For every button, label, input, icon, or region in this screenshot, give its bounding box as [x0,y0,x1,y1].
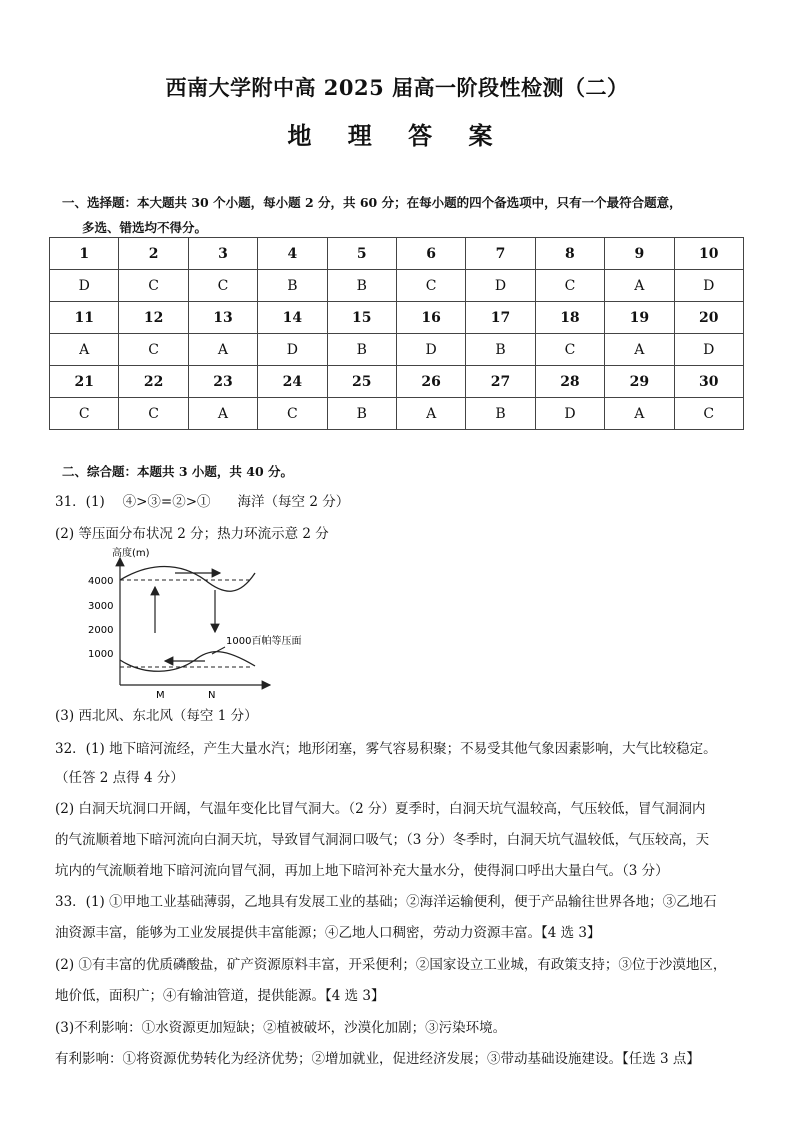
question-number-cell: 22 [119,366,188,398]
question-number-cell: 15 [327,302,396,334]
q33-part2-line1: (2) ①有丰富的优质磷酸盐，矿产资源原料丰富，开采便利；②国家设立工业城，有政策支持；③位于沙漠地区， [55,957,727,973]
answer-cell: A [188,334,257,366]
section1-instructions [62,190,762,240]
answer-cell: B [466,334,535,366]
answer-table [49,237,744,430]
answer-cell: A [50,334,119,366]
question-number-row [50,366,744,398]
question-number-row [50,238,744,270]
q31-part3: (3) 西北风、东北风（每空 1 分） [55,708,258,724]
answer-cell: A [605,398,674,430]
q33-part1-line1: 33．(1) ①甲地工业基础薄弱，乙地具有发展工业的基础；②海洋运输便利，便于产品输往世界各地；③乙地石 [55,894,717,910]
answer-row [50,398,744,430]
answer-cell: C [119,334,188,366]
question-number-cell: 24 [258,366,327,398]
answer-row [50,270,744,302]
answer-cell: C [119,270,188,302]
answer-cell: C [188,270,257,302]
answer-cell: D [535,398,604,430]
question-number-cell: 26 [396,366,465,398]
question-number-cell: 14 [258,302,327,334]
q33-part3-line2: 有利影响：①将资源优势转化为经济优势；②增加就业，促进经济发展；③带动基础设施建设。【任选 3 点】 [55,1051,700,1067]
answer-cell: D [50,270,119,302]
question-number-cell: 27 [466,366,535,398]
tick-4000: 4000 [88,576,114,587]
question-number-cell: 19 [605,302,674,334]
answer-cell: D [258,334,327,366]
answer-cell: A [605,334,674,366]
q31-part2: (2) 等压面分布状况 2 分；热力环流示意 2 分 [55,526,329,542]
section1-line1: 一、选择题：本大题共 30 个小题，每小题 2 分，共 60 分；在每小题的四个备选项中，只有一个最符合题意， [62,195,682,210]
q33-part2-line2: 地价低，面积广；④有输油管道，提供能源。【4 选 3】 [55,988,385,1004]
question-number-cell: 25 [327,366,396,398]
answer-cell: C [674,398,743,430]
answer-cell: A [605,270,674,302]
answer-cell: D [466,270,535,302]
question-number-cell: 5 [327,238,396,270]
q32-part1-line1: 32．(1) 地下暗河流经，产生大量水汽；地形闭塞，雾气容易积聚；不易受其他气象因素影响，大气比较稳定。 [55,741,717,757]
question-number-cell: 23 [188,366,257,398]
q33-part3-line1: (3)不利影响：①水资源更加短缺；②植被破坏，沙漠化加剧；③污染环境。 [55,1020,507,1036]
answer-cell: B [466,398,535,430]
question-number-cell: 8 [535,238,604,270]
answer-cell: D [674,334,743,366]
q32-part2-line2: 的气流顺着地下暗河流向白洞天坑，导致冒气洞洞口吸气；（3 分）冬季时，白洞天坑气温较低，气压较高，天 [55,832,710,848]
question-number-cell: 10 [674,238,743,270]
question-number-cell: 6 [396,238,465,270]
question-number-cell: 11 [50,302,119,334]
answer-cell: C [119,398,188,430]
tick-2000: 2000 [88,625,114,636]
x-label-n: N [208,690,216,700]
answer-cell: C [50,398,119,430]
answer-cell: B [258,270,327,302]
question-number-cell: 4 [258,238,327,270]
x-label-m: M [156,690,165,700]
question-number-row [50,302,744,334]
y-axis-label: 高度(m) [112,548,150,559]
question-number-cell: 2 [119,238,188,270]
answer-cell: C [396,270,465,302]
isobar-label-leader [212,647,225,654]
question-number-cell: 7 [466,238,535,270]
question-number-cell: 18 [535,302,604,334]
section2-heading: 二、综合题：本题共 3 小题，共 40 分。 [62,464,294,479]
answer-cell: D [674,270,743,302]
q31-part1: 31．(1) ④>③=②>① 海洋（每空 2 分） [55,494,350,510]
question-number-cell: 20 [674,302,743,334]
question-number-cell: 13 [188,302,257,334]
answer-cell: A [396,398,465,430]
question-number-cell: 9 [605,238,674,270]
question-number-cell: 12 [119,302,188,334]
question-number-cell: 29 [605,366,674,398]
answer-cell: C [535,270,604,302]
question-number-cell: 16 [396,302,465,334]
answer-cell: B [327,398,396,430]
question-number-cell: 1 [50,238,119,270]
question-number-cell: 3 [188,238,257,270]
isobar-label: 1000百帕等压面 [226,636,302,647]
question-number-cell: 30 [674,366,743,398]
q32-part2-line3: 坑内的气流顺着地下暗河流向冒气洞，再加上地下暗河补充大量水分，使得洞口呼出大量白气。（3 分） [55,863,669,879]
answer-cell: B [327,270,396,302]
q32-part2-line1: (2) 白洞天坑洞口开阔，气温年变化比冒气洞大。（2 分）夏季时，白洞天坑气温较高，气压较低，冒气洞洞内 [55,801,706,817]
answer-cell: B [327,334,396,366]
upper-isobar [120,567,255,592]
answer-cell: A [188,398,257,430]
answer-cell: C [535,334,604,366]
answer-cell: D [396,334,465,366]
question-number-cell: 28 [535,366,604,398]
q33-part1-line2: 油资源丰富，能够为工业发展提供丰富能源；④乙地人口稠密，劳动力资源丰富。【4 选 3】 [55,925,601,941]
document-subtitle: 地 理 答 案 [287,121,507,150]
document-title: 西南大学附中高 2025 届高一阶段性检测（二） [165,75,629,100]
answer-row [50,334,744,366]
tick-1000: 1000 [88,649,114,660]
question-number-cell: 21 [50,366,119,398]
answer-cell: C [258,398,327,430]
q32-part1-line2: （任答 2 点得 4 分） [55,770,184,786]
tick-3000: 3000 [88,601,114,612]
section1-line2: 多选、错选均不得分。 [82,220,208,235]
thermal-circulation-diagram [80,540,320,700]
question-number-cell: 17 [466,302,535,334]
